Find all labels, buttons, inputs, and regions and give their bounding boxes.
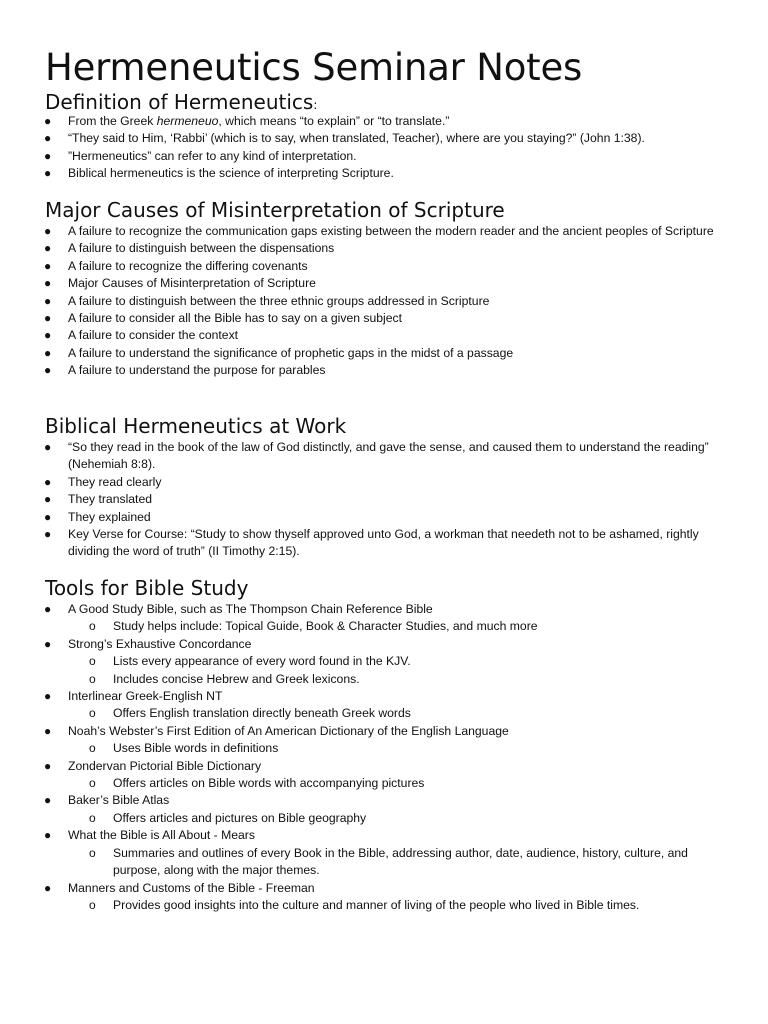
list-item (0, 491, 768, 508)
sub-item-text: Offers English translation directly beneath Greek words (113, 706, 411, 721)
sub-item-text: Study helps include: Topical Guide, Book & Character Studies, and much more (113, 619, 538, 634)
sub-list-item (0, 618, 768, 635)
item-text: Manners and Customs of the Bible - Freeman (68, 880, 315, 895)
circle-bullet-icon: o (89, 776, 96, 791)
list-item (0, 723, 768, 740)
circle-bullet-icon: o (89, 706, 96, 721)
bullet-icon: ● (44, 166, 52, 181)
bullet-icon: ● (44, 241, 52, 256)
list-item (0, 327, 768, 344)
sub-list-item (0, 740, 768, 757)
item-text: A failure to distinguish between the dispensations (68, 241, 335, 256)
bullet-icon: ● (44, 440, 52, 454)
item-text: Major Causes of Misinterpretation of Scripture (68, 276, 316, 291)
item-text-part: , which means “to explain” or “to translate.” (218, 114, 450, 128)
sub-list-item (0, 705, 768, 722)
bullet-icon: ● (44, 131, 52, 146)
item-text: Key Verse for Course: “Study to show thyself approved unto God, a workman that needeth not to be ashamed, rightly dividing the word of truth” (II Timothy 2:15). (68, 527, 699, 559)
bullet-icon: ● (44, 474, 52, 489)
item-text: A failure to recognize the differing covenants (68, 258, 308, 273)
list-item (0, 275, 768, 292)
sub-item-text: Uses Bible words in definitions (113, 741, 279, 756)
list-item (0, 509, 768, 526)
definition-list (0, 113, 768, 183)
bullet-icon: ● (44, 293, 52, 308)
item-text: They translated (68, 492, 153, 507)
item-text: They read clearly (68, 474, 162, 489)
sub-list-item (0, 845, 768, 880)
bullet-icon: ● (44, 689, 52, 704)
circle-bullet-icon: o (89, 619, 96, 634)
sub-list-item (0, 653, 768, 670)
list-item (0, 148, 768, 165)
list-item (0, 223, 768, 240)
item-text: A failure to understand the significance of prophetic gaps in the midst of a passage (68, 345, 514, 360)
item-italic-term: hermeneuo (156, 114, 219, 128)
item-text: Baker’s Bible Atlas (68, 793, 170, 808)
bullet-icon: ● (44, 224, 52, 238)
sub-item-text: Summaries and outlines of every Book in the Bible, addressing author, date, audience, history, culture, and purpose, along with the major themes. (113, 845, 688, 878)
sub-item-text: Provides good insights into the culture and manner of living of the people who lived in Bible times. (113, 897, 640, 912)
list-item (0, 526, 768, 561)
sub-list-item (0, 671, 768, 688)
sub-item-text: Offers articles on Bible words with accompanying pictures (113, 776, 425, 791)
page-title: Hermeneutics Seminar Notes (45, 46, 583, 89)
bullet-icon: ● (44, 509, 52, 524)
sub-item-text: Includes concise Hebrew and Greek lexicons. (113, 671, 360, 686)
circle-bullet-icon: o (89, 741, 96, 756)
list-item (0, 258, 768, 275)
bullet-icon: ● (44, 114, 52, 128)
bullet-icon: ● (44, 793, 52, 808)
list-item (0, 758, 768, 775)
sub-list-item (0, 897, 768, 914)
sub-item-text: Offers articles and pictures on Bible geography (113, 810, 367, 825)
item-text-part: From the Greek (68, 114, 157, 128)
misinterpretation-list (0, 223, 768, 380)
item-text: What the Bible is All About - Mears (68, 828, 255, 843)
item-text: Interlinear Greek-English NT (68, 689, 223, 704)
sub-list-item (0, 775, 768, 792)
section-heading-hermeneutics-at-work: Biblical Hermeneutics at Work (45, 414, 347, 438)
item-text: A failure to recognize the communication gaps existing between the modern reader and the ancient peoples of Scripture (68, 224, 714, 238)
bullet-icon: ● (44, 723, 52, 738)
section-heading-tools: Tools for Bible Study (45, 576, 249, 600)
bullet-icon: ● (44, 880, 52, 895)
bullet-icon: ● (44, 828, 52, 843)
sub-item-text: Lists every appearance of every word found in the KJV. (113, 654, 411, 669)
bullet-icon: ● (44, 311, 52, 326)
list-item (0, 345, 768, 362)
circle-bullet-icon: o (89, 654, 96, 669)
item-text: “So they read in the book of the law of God distinctly, and gave the sense, and caused them to understand the reading” (Nehemiah 8:8). (68, 440, 709, 472)
section-heading-misinterpretation: Major Causes of Misinterpretation of Scripture (45, 198, 505, 222)
list-item (0, 601, 768, 618)
bullet-icon: ● (44, 258, 52, 273)
bullet-icon: ● (44, 345, 52, 360)
bullet-icon: ● (44, 636, 52, 651)
item-text: Strong’s Exhaustive Concordance (68, 636, 252, 651)
bullet-icon: ● (44, 758, 52, 773)
list-item (0, 636, 768, 653)
item-text: Noah’s Webster’s First Edition of An American Dictionary of the English Language (68, 723, 509, 738)
item-text: “They said to Him, ‘Rabbi’ (which is to say, when translated, Teacher), where are you staying?” (John 1:38). (68, 131, 645, 146)
circle-bullet-icon: o (89, 845, 96, 860)
bullet-icon: ● (44, 492, 52, 507)
list-item (0, 240, 768, 257)
bullet-icon: ● (44, 328, 52, 343)
list-item (0, 688, 768, 705)
circle-bullet-icon: o (89, 671, 96, 686)
section-heading-text: Definition of Hermeneutics (45, 90, 314, 114)
list-item (0, 113, 768, 130)
list-item (0, 880, 768, 897)
item-text: Zondervan Pictorial Bible Dictionary (68, 758, 262, 773)
item-text: A failure to distinguish between the three ethnic groups addressed in Scripture (68, 293, 490, 308)
tools-list (0, 601, 768, 914)
item-text: A Good Study Bible, such as The Thompson Chain Reference Bible (68, 602, 433, 616)
list-item (0, 293, 768, 310)
list-item (0, 474, 768, 491)
item-text: A failure to consider all the Bible has to say on a given subject (68, 311, 403, 326)
heading-colon: : (313, 98, 318, 112)
list-item (0, 827, 768, 844)
item-text: ”Hermeneutics” can refer to any kind of interpretation. (68, 148, 357, 163)
circle-bullet-icon: o (89, 810, 96, 825)
list-item (0, 439, 768, 474)
hermeneutics-at-work-list (0, 439, 768, 561)
list-item (0, 165, 768, 182)
bullet-icon: ● (44, 527, 52, 542)
list-item (0, 362, 768, 379)
circle-bullet-icon: o (89, 897, 96, 912)
item-text: A failure to consider the context (68, 328, 239, 343)
item-text: A failure to understand the purpose for parables (68, 363, 326, 378)
sub-list-item (0, 810, 768, 827)
item-text: Biblical hermeneutics is the science of interpreting Scripture. (68, 166, 394, 181)
bullet-icon: ● (44, 276, 52, 291)
list-item (0, 792, 768, 809)
list-item (0, 310, 768, 327)
list-item (0, 130, 768, 147)
bullet-icon: ● (44, 148, 52, 163)
bullet-icon: ● (44, 363, 52, 378)
item-text: They explained (68, 509, 151, 524)
bullet-icon: ● (44, 602, 52, 616)
